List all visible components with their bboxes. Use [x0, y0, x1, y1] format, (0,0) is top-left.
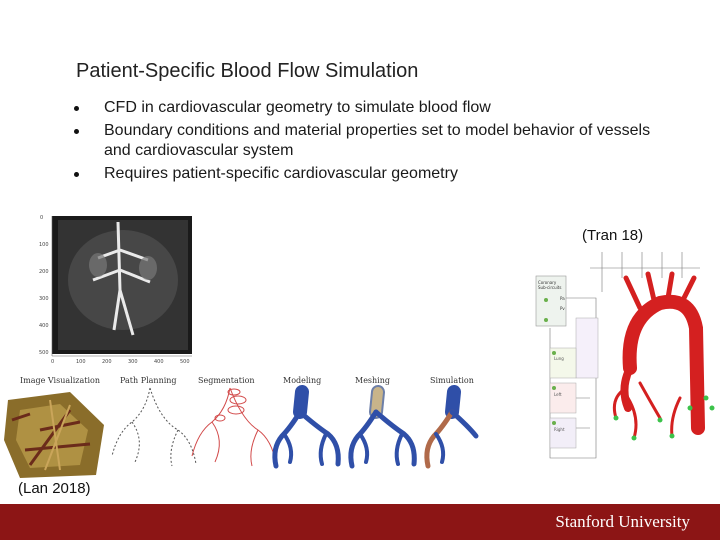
bullet-item: Requires patient-specific cardiovascular geometry — [72, 164, 672, 184]
circuit-label: Left — [554, 392, 562, 397]
y-tick: 0 — [40, 215, 44, 221]
vessel-model — [275, 392, 338, 466]
x-tick: 100 — [76, 359, 86, 365]
stage-label-segmentation: Segmentation — [198, 376, 255, 385]
y-tick: 300 — [39, 296, 49, 302]
stage-label-meshing: Meshing — [355, 376, 391, 385]
x-tick: 0 — [51, 359, 55, 365]
bullet-item: CFD in cardiovascular geometry to simulate blood flow — [72, 98, 672, 118]
footer-bar — [0, 504, 720, 540]
meshed-model — [351, 392, 414, 466]
circuit-label: Coronary — [538, 280, 557, 285]
x-tick: 200 — [102, 359, 112, 365]
aorta-model — [614, 274, 698, 438]
y-tick: 400 — [39, 323, 49, 329]
lumped-parameter-model-figure — [530, 248, 720, 468]
y-tick: 500 — [39, 350, 49, 356]
y-tick: 100 — [39, 242, 49, 248]
citation-lan: (Lan 2018) — [18, 480, 91, 497]
bullet-item: Boundary conditions and material properties set to model behavior of vessels and cardiovascular system — [72, 121, 672, 161]
centerline-paths — [112, 388, 196, 466]
circuit-label: Pv — [560, 306, 565, 311]
stage-label-image-visualization: Image Visualization — [20, 376, 100, 385]
stage-label-path-planning: Path Planning — [120, 376, 177, 385]
simulation-result — [427, 392, 476, 466]
volume-render-image — [4, 392, 104, 478]
x-tick: 500 — [180, 359, 190, 365]
circuit-label: Sub-circuits — [538, 285, 562, 290]
x-tick: 400 — [154, 359, 164, 365]
segmentation-contours — [192, 388, 276, 466]
circuit-label: Lung — [554, 356, 564, 361]
bullet-list — [72, 98, 672, 187]
circuit-label: Pa — [560, 296, 565, 301]
mri-angiography-image — [38, 210, 198, 370]
simvascular-pipeline-figure — [0, 370, 480, 480]
citation-tran: (Tran 18) — [582, 227, 644, 244]
stage-label-modeling: Modeling — [283, 376, 322, 385]
stage-label-simulation: Simulation — [430, 376, 474, 385]
slide-title: Patient-Specific Blood Flow Simulation — [76, 60, 419, 82]
circuit-label: Right — [554, 427, 565, 432]
y-tick: 200 — [39, 269, 49, 275]
x-tick: 300 — [128, 359, 138, 365]
university-wordmark: Stanford University — [555, 512, 690, 531]
